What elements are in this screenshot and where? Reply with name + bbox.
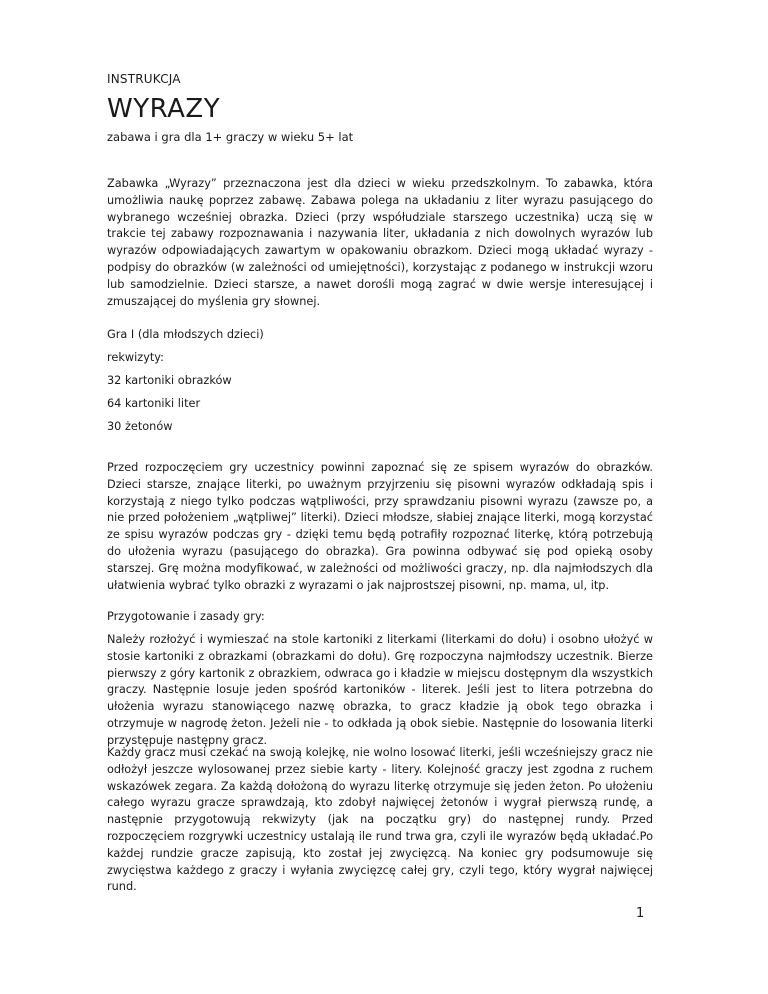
rules-heading: Przygotowanie i zasady gry:: [107, 610, 265, 623]
document-title: WYRAZY: [107, 94, 221, 124]
intro-paragraph: Zabawka „Wyrazy” przeznaczona jest dla dzieci w wieku przedszkolnym. To zabawka, która umożliwia naukę poprzez zabawę. Zabawa polega na układaniu z liter wyrazu pasującego do wybranego wcześniej obrazka. Dzieci (przy współudziale starszego uczestnika) uczą się w trakcie tej zabawy rozpoznawania i nazywania liter, układania z nich dowolnych wyrazów lub wyrazów odpowiadających zawartym w opakowaniu obrazkom. Dzieci mogą układać wyrazy - podpisy do obrazków (w zależności od umiejętności), korzystając z podanego w instrukcji wzoru lub samodzielnie. Dzieci starsze, a nawet dorośli mogą zagrać w dwie wersje interesującej i zmuszającej do myślenia gry słownej.: [107, 177, 653, 308]
props-label: rekwizyty:: [107, 351, 164, 364]
page-number: 1: [636, 906, 645, 921]
preparation-paragraph: Przed rozpoczęciem gry uczestnicy powinni zapoznać się ze spisem wyrazów do obrazków. Dzieci starsze, znające literki, po uważnym przyjrzeniu się pisowni wyrazów odkładają spis i korzystają z niego tylko podczas wątpliwości, przy sprawdzaniu pisowni wyrazu (zawsze po, a nie przed położeniem „wątpliwej” literki). Dzieci młodsze, słabiej znające literki, mogą korzystać ze spisu wyrazów podczas gry - dzięki temu będą potrafiły rozpoznać literkę, którą potrzebują do ułożenia wyrazu (pasującego do obrazka). Gra powinna odbywać się pod opieką osoby starszej. Grę można modyfikować, w zależności od możliwości graczy, np. dla najmłodszych dla ułatwienia wybrać tylko obrazki z wyrazami o jak najprostszej pisowni, np. mama, ul, itp.: [107, 461, 653, 592]
rules-paragraph: Należy rozłożyć i wymieszać na stole kartoniki z literkami (literkami do dołu) i osobno ułożyć w stosie kartoniki z obrazkami (obrazkami do dołu). Grę rozpoczyna najmłodszy uczestnik. Bierze pierwszy z góry kartonik z obrazkiem, odwraca go i kładzie w miejscu dostępnym dla wszystkich graczy. Następnie losuje jeden spośród kartoników - literek. Jeśli jest to litera potrzebna do ułożenia wyrazu stanowiącego nazwę obrazka, to gracz kładzie ją obok tego obrazka i otrzymuje w nagrodę żeton. Jeżeli nie - to odkłada ją obok siebie. Następnie do losowania literki przystępuje następny gracz.: [107, 633, 653, 747]
props-item: 32 kartoniki obrazków: [107, 374, 232, 387]
document-subtitle: zabawa i gra dla 1+ graczy w wieku 5+ lat: [107, 130, 354, 144]
turns-paragraph: Każdy gracz musi czekać na swoją kolejkę, nie wolno losować literki, jeśli wcześniejszy gracz nie odłożył jeszcze wylosowanej przez siebie karty - litery. Kolejność graczy jest zgodna z ruchem wskazówek zegara. Za każdą dołożoną do wyrazu literkę otrzymuje się jeden żeton. Po ułożeniu całego wyrazu gracze sprawdzają, kto zdobył najwięcej żetonów i wygrał pierwszą rundę, a następnie przygotowują rekwizyty (jak na początku gry) do następnej rundy. Przed rozpoczęciem rozgrywki uczestnicy ustalają ile rund trwa gra, czyli ile wyrazów będą układać.Po każdej rundzie gracze zapisują, kto został jej zwycięzcą. Na koniec gry podsumowuje się zwycięstwa każdego z graczy i wyłania zwycięzcę całej gry, czyli tego, który wygrał najwięcej rund.: [107, 746, 653, 894]
document-label: INSTRUKCJA: [107, 72, 181, 86]
game1-heading: Gra I (dla młodszych dzieci): [107, 328, 264, 341]
props-item: 64 kartoniki liter: [107, 397, 201, 410]
props-item: 30 żetonów: [107, 420, 173, 433]
